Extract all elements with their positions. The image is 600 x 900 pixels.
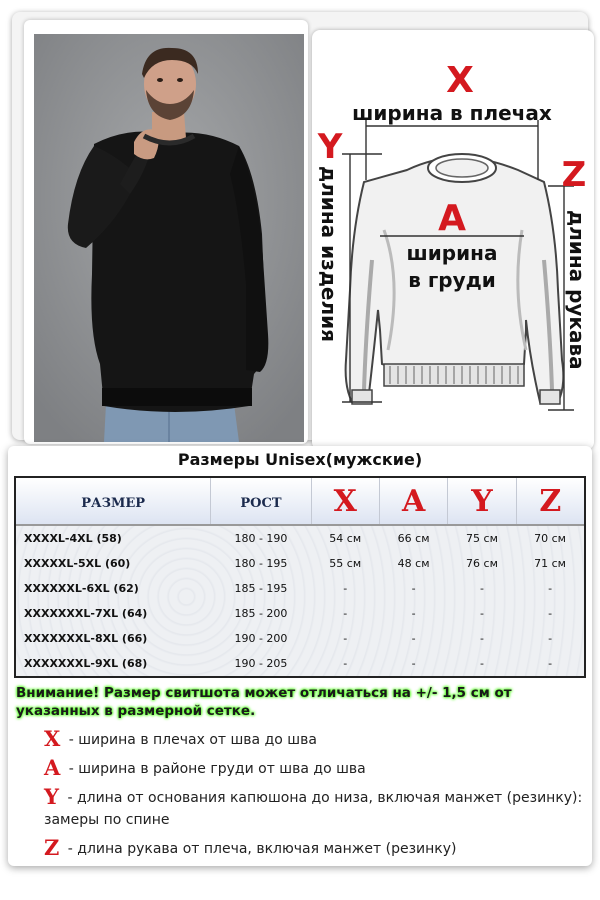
size-table xyxy=(14,476,586,678)
z-letter: Z xyxy=(561,155,587,195)
height-cell: 190 - 200 xyxy=(234,632,288,645)
table-row xyxy=(16,651,584,676)
length-label: длина изделия xyxy=(317,166,341,342)
a-cell: - xyxy=(411,607,416,620)
legend-text-y: - длина от основания капюшона до низа, включая манжет (резинку): замеры по спине xyxy=(44,790,583,828)
y-cell: 76 см xyxy=(466,557,498,570)
height-cell: 185 - 200 xyxy=(234,607,288,620)
table-header-row xyxy=(16,478,584,525)
x-cell: 55 см xyxy=(329,557,362,570)
x-letter: X xyxy=(446,60,474,101)
table-row xyxy=(16,551,584,576)
size-cell: XXXXXXXL-8XL (66) xyxy=(24,632,148,645)
size-cell: XXXXXL-5XL (60) xyxy=(24,557,131,570)
table-row xyxy=(16,626,584,651)
x-cell: - xyxy=(343,657,348,670)
table-row xyxy=(16,525,584,551)
y-cell: - xyxy=(479,632,484,645)
y-cell: - xyxy=(479,582,484,595)
height-cell: 190 - 205 xyxy=(234,657,288,670)
z-cell: - xyxy=(548,657,553,670)
x-cell: - xyxy=(343,632,348,645)
a-letter: A xyxy=(438,198,466,239)
legend-item-y xyxy=(44,786,584,831)
size-chart-card xyxy=(8,446,592,866)
height-cell: 180 - 195 xyxy=(234,557,288,570)
z-cell: 70 см xyxy=(534,532,566,545)
legend-item-x xyxy=(44,728,584,751)
size-cell: XXXXXXXL-7XL (64) xyxy=(24,607,148,620)
legend-text-a: - ширина в районе груди от шва до шва xyxy=(64,761,366,777)
z-cell: - xyxy=(548,632,553,645)
model-photo xyxy=(34,34,304,442)
z-cell: 71 см xyxy=(534,557,566,570)
x-cell: - xyxy=(343,607,348,620)
a-cell: - xyxy=(411,582,416,595)
header-height: РОСТ xyxy=(211,478,311,525)
header-x: X xyxy=(311,478,379,525)
z-cell: - xyxy=(548,607,553,620)
height-cell: 185 - 195 xyxy=(234,582,288,595)
size-warning: Внимание! Размер свитшота может отличаться на +/- 1,5 см от указанных в размерной сетке. xyxy=(16,685,512,719)
header-size: РАЗМЕР xyxy=(16,478,211,525)
product-images-card xyxy=(12,12,588,440)
a-cell: 48 см xyxy=(397,557,430,570)
legend-text-x: - ширина в плечах от шва до шва xyxy=(64,732,317,748)
sweatshirt-measurement-diagram xyxy=(312,30,594,450)
y-cell: - xyxy=(479,657,484,670)
man-in-black-sweatshirt-illustration xyxy=(34,34,304,442)
model-photo-frame xyxy=(24,20,308,444)
legend-item-z xyxy=(44,837,584,860)
a-cell: - xyxy=(411,657,416,670)
x-cell: 54 см xyxy=(329,532,362,545)
measurement-legend xyxy=(44,728,584,866)
y-cell: 75 см xyxy=(466,532,498,545)
legend-letter-z: Z xyxy=(44,835,60,860)
legend-item-a xyxy=(44,757,584,780)
size-scheme xyxy=(312,30,594,450)
header-y: Y xyxy=(448,478,516,525)
table-row xyxy=(16,601,584,626)
height-cell: 180 - 190 xyxy=(234,532,288,545)
sleeve-label: длина рукава xyxy=(565,210,589,370)
size-cell: XXXXXXL-6XL (62) xyxy=(24,582,139,595)
z-cell: - xyxy=(548,582,553,595)
legend-letter-y: Y xyxy=(44,784,59,809)
y-cell: - xyxy=(479,607,484,620)
size-chart-title: Размеры Unisex(мужские) xyxy=(177,450,423,469)
x-cell: - xyxy=(343,582,348,595)
table-row xyxy=(16,576,584,601)
a-cell: 66 см xyxy=(397,532,430,545)
chest-label-line1: ширина xyxy=(406,241,498,265)
a-cell: - xyxy=(411,632,416,645)
header-z: Z xyxy=(516,478,584,525)
legend-letter-x: X xyxy=(44,726,61,751)
legend-letter-a: A xyxy=(44,755,61,780)
chest-label-line2: в груди xyxy=(408,268,496,292)
header-a: A xyxy=(379,478,447,525)
y-letter: Y xyxy=(317,127,343,167)
size-cell: XXXXXXXL-9XL (68) xyxy=(24,657,148,670)
shoulder-width-label: ширина в плечах xyxy=(352,101,552,125)
legend-text-z: - длина рукава от плеча, включая манжет (резинку) xyxy=(63,841,457,857)
size-cell: XXXXL-4XL (58) xyxy=(24,532,122,545)
